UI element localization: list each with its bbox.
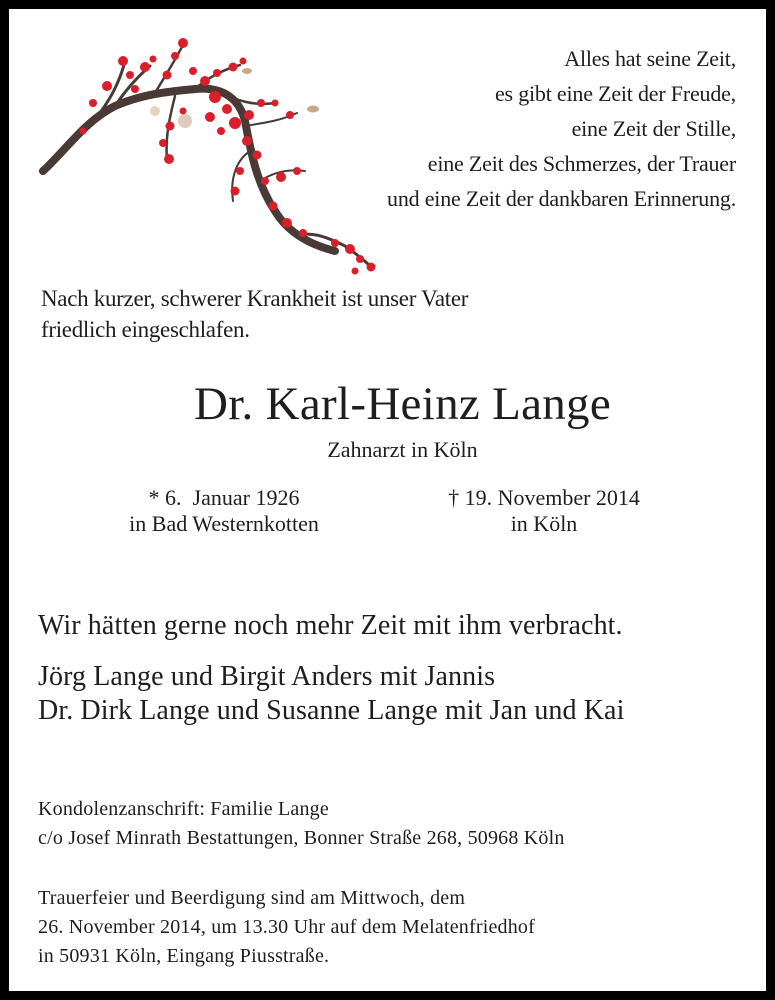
poem-line: es gibt eine Zeit der Freude, [494, 81, 736, 106]
condolence-line: Kondolenzanschrift: Familie Lange [38, 798, 329, 820]
poem-line: eine Zeit der Stille, [571, 116, 736, 141]
death-place: in Köln [510, 511, 578, 536]
poem-line: Alles hat seine Zeit, [564, 46, 736, 71]
mourners [38, 660, 624, 728]
condolence-line: c/o Josef Minrath Bestattungen, Bonner Straße 268, 50968 Köln [38, 827, 565, 849]
death-date: † 19. November 2014 [448, 485, 640, 510]
poem-line: eine Zeit des Schmerzes, der Trauer [427, 151, 736, 176]
closing-sentence: Wir hätten gerne noch mehr Zeit mit ihm verbracht. [38, 610, 623, 641]
funeral-line: in 50931 Köln, Eingang Piusstraße. [38, 945, 330, 967]
birth-date: * 6. Januar 1926 [148, 485, 300, 510]
death-info [414, 485, 674, 537]
poem [387, 41, 736, 216]
funeral-info [38, 884, 535, 971]
funeral-line: Trauerfeier und Beerdigung sind am Mittwoch, dem [38, 887, 466, 909]
intro-text [41, 283, 468, 345]
deceased-profession: Zahnarzt in Köln [327, 437, 478, 462]
poem-line: und eine Zeit der dankbaren Erinnerung. [387, 186, 736, 211]
deceased-name: Dr. Karl-Heinz Lange [193, 378, 612, 430]
condolence-address [38, 795, 565, 853]
mourner-line: Dr. Dirk Lange und Susanne Lange mit Jan und Kai [38, 695, 625, 726]
intro-line: Nach kurzer, schwerer Krankheit ist unser Vater [41, 286, 469, 311]
mourner-line: Jörg Lange und Birgit Anders mit Jannis [38, 661, 496, 692]
funeral-line: 26. November 2014, um 13.30 Uhr auf dem Melatenfriedhof [38, 916, 535, 938]
birth-info [104, 485, 344, 537]
blossom-branch-icon [35, 31, 385, 281]
intro-line: friedlich eingeschlafen. [41, 317, 250, 342]
birth-place: in Bad Westernkotten [129, 511, 319, 536]
